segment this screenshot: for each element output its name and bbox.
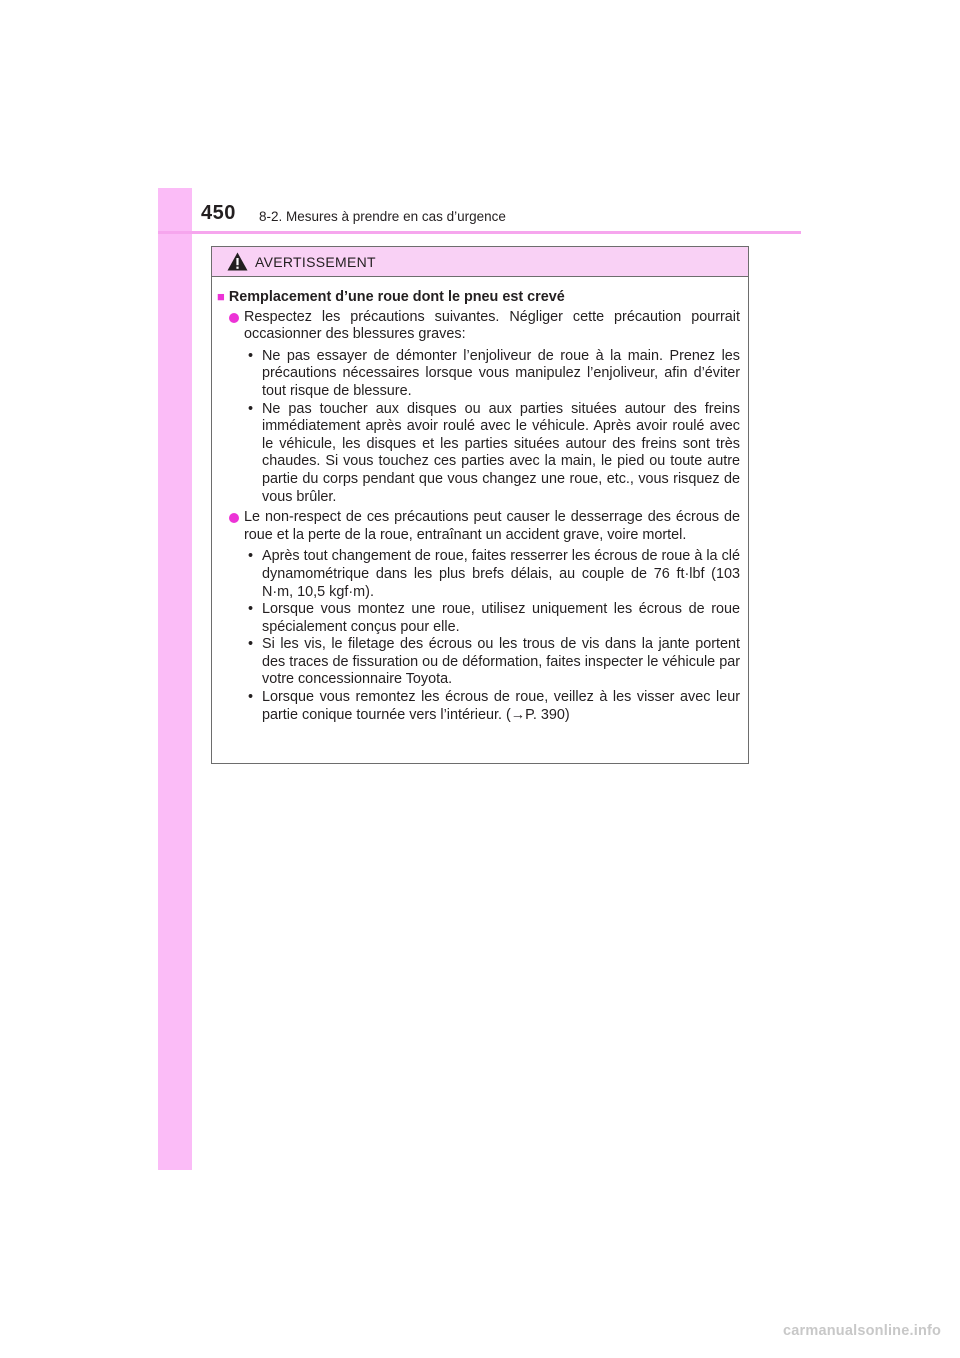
bullet-dot-icon: • <box>248 347 254 364</box>
sub-list-item-text: Ne pas essayer de démonter l’enjoliveur de roue à la main. Prenez les précautions nécessaires lorsque vous manipulez l’enjoliveur, afin d’éviter tout risque de blessure. <box>262 347 740 399</box>
page-number: 450 <box>201 202 236 224</box>
sub-list-item <box>217 601 740 636</box>
warning-triangle-icon <box>227 252 248 271</box>
list-item <box>217 309 740 344</box>
warning-heading-text: Remplacement d’une roue dont le pneu est crevé <box>228 289 565 305</box>
circle-bullet-icon <box>229 313 239 323</box>
sub-list-item <box>217 636 740 689</box>
bullet-dot-icon: • <box>248 400 254 417</box>
bullet-dot-icon: • <box>248 689 254 706</box>
list-item-text: Respectez les précautions suivantes. Négliger cette précaution pourrait occasionner des blessures graves: <box>244 308 740 343</box>
side-tab-strip <box>158 188 192 1170</box>
sub-list-item-text: Après tout changement de roue, faites resserrer les écrous de roue à la clé dynamométrique dans les plus brefs délais, au couple de 76 ft·lbf (103 N·m, 10,5 kgf·m). <box>262 548 740 600</box>
sub-list-item <box>217 689 740 724</box>
sub-list-item-text: Si les vis, le filetage des écrous ou les trous de vis dans la jante portent des traces de fissuration ou de déformation, faites inspecter le véhicule par votre concessionnaire Toyota. <box>262 636 740 688</box>
sub-list-item-text: Lorsque vous remontez les écrous de roue, veillez à les visser avec leur partie conique tournée vers l’intérieur. (→P. 390) <box>262 689 740 723</box>
sub-list-item-text: Lorsque vous montez une roue, utilisez uniquement les écrous de roue spécialement conçus pour elle. <box>262 601 740 635</box>
warning-header <box>212 247 748 277</box>
sub-list-item <box>217 401 740 507</box>
bullet-dot-icon: • <box>248 601 254 618</box>
bullet-dot-icon: • <box>248 636 254 653</box>
warning-body <box>212 277 748 724</box>
sub-list-item-text: Ne pas toucher aux disques ou aux parties situées autour des freins immédiatement après avoir roulé avec le véhicule. Après avoir roulé avec le véhicule, les disques et les parties situées autour des freins sont très chaudes. Si vous touchez ces parties avec la main, le pied ou toute autre partie du corps pendant que vous changez une roue, etc., vous risquez de vous brûler. <box>262 400 740 505</box>
watermark: carmanualsonline.info <box>783 1323 942 1339</box>
square-bullet-icon: ■ <box>217 289 225 304</box>
header-rule <box>158 231 801 234</box>
sub-list <box>217 348 740 506</box>
circle-bullet-icon <box>229 513 239 523</box>
section-title: 8-2. Mesures à prendre en cas d’urgence <box>259 209 506 224</box>
sub-list-item <box>217 348 740 401</box>
warning-box <box>211 246 749 764</box>
bullet-dot-icon: • <box>248 548 254 565</box>
warning-title: AVERTISSEMENT <box>255 253 376 270</box>
list-item-text: Le non-respect de ces précautions peut causer le desserrage des écrous de roue et la perte de la roue, entraînant un accident grave, voire mortel. <box>244 509 740 543</box>
sub-list <box>217 548 740 724</box>
list-item <box>217 509 740 544</box>
sub-list-item <box>217 548 740 601</box>
warning-heading <box>217 288 740 307</box>
